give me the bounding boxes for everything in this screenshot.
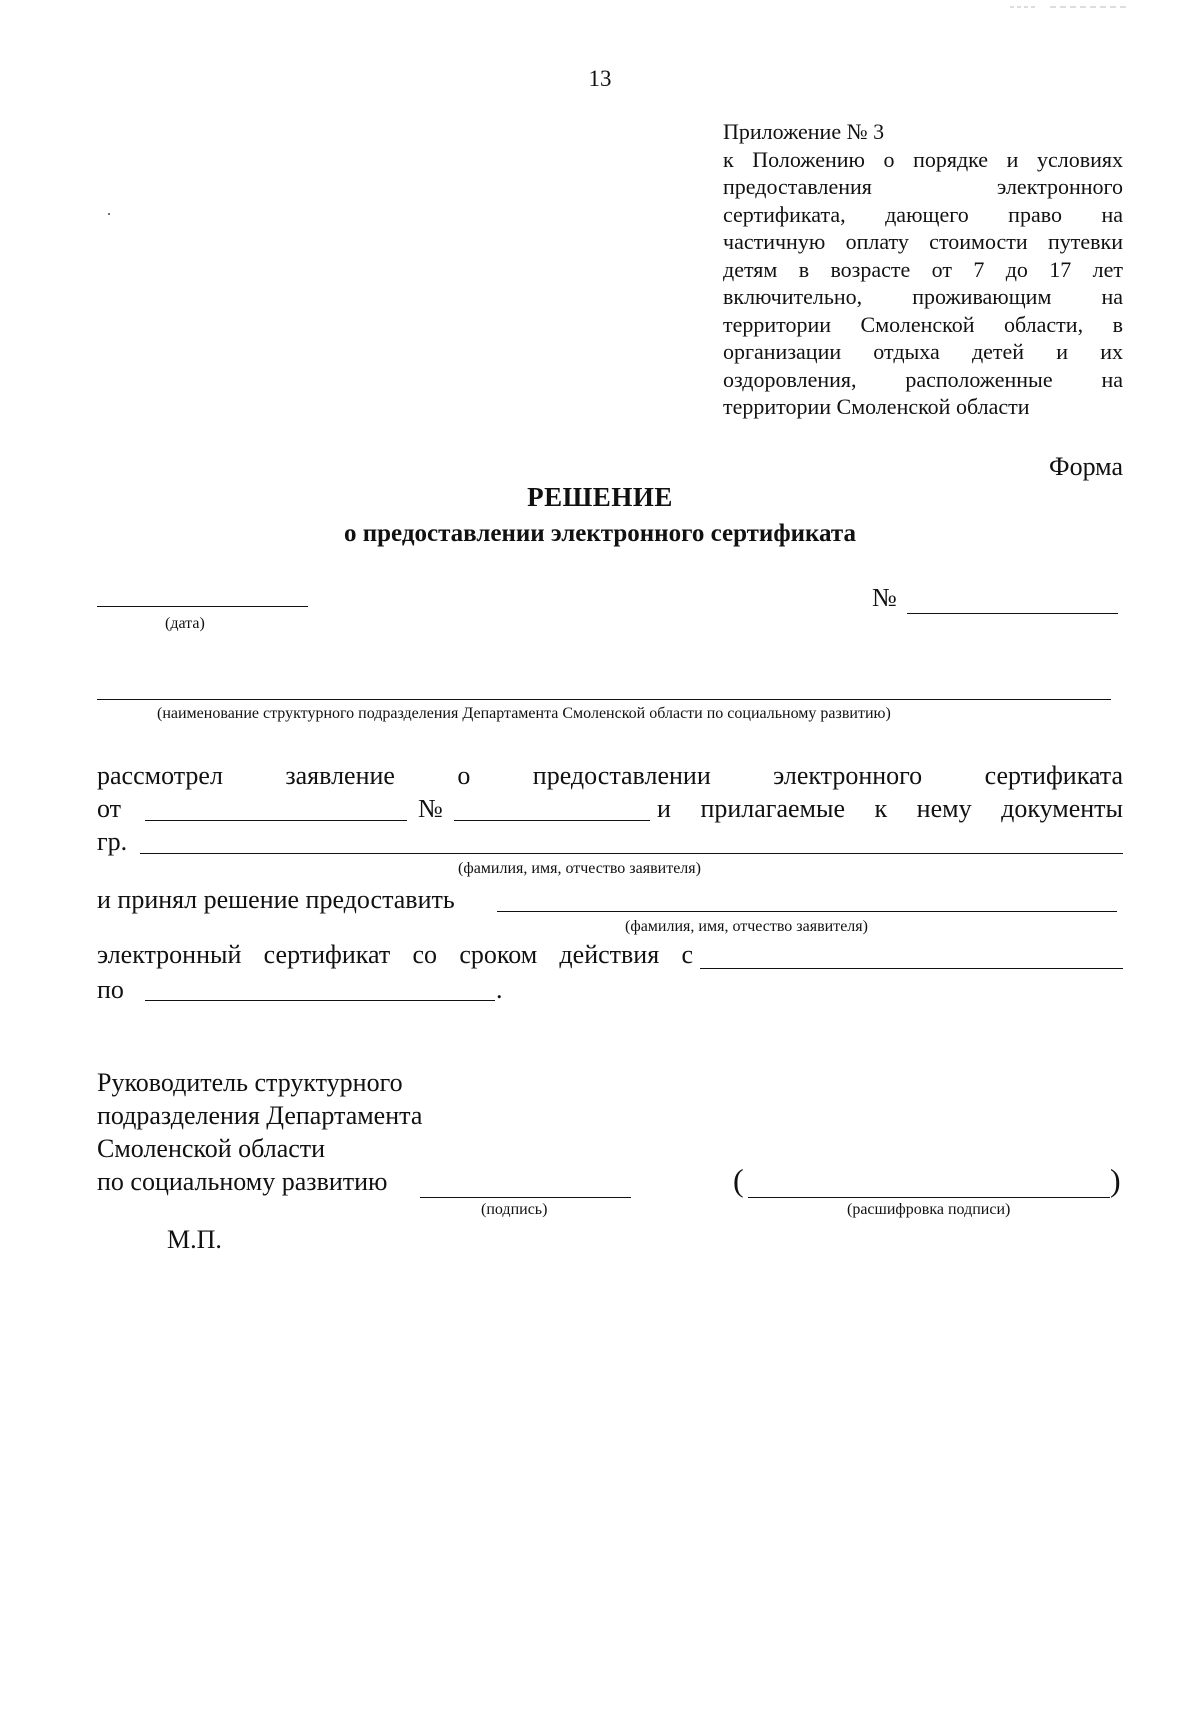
date-field[interactable] [97,606,308,607]
signatory-line: подразделения Департамента [97,1101,423,1130]
validity-end-field[interactable] [145,1000,495,1001]
body-word: электронного [773,761,923,790]
recipient-name-field[interactable] [497,911,1117,912]
number-sign: № [872,583,897,612]
stamp-place: М.П. [167,1225,222,1254]
signatory-block [97,1066,422,1198]
signatory-line: Смоленской области [97,1134,326,1163]
signatory-line: по социальному развитию [97,1167,388,1196]
decoding-paren-open: ( [733,1162,744,1198]
appendix-line: предоставления электронного [723,174,1123,199]
until-label: по [97,975,124,1004]
decoding-paren-close: ) [1110,1162,1121,1198]
appendix-line: территории Смоленской области [723,394,1030,419]
form-label: Форма [1049,452,1123,481]
application-number-field[interactable] [454,820,650,821]
document-title: РЕШЕНИЕ [527,482,673,512]
application-date-field[interactable] [145,820,407,821]
body-word: о [457,761,471,790]
appendix-line: оздоровления, расположенные на [723,366,1123,392]
decoding-caption: (расшифровка подписи) [847,1201,1011,1218]
signatory-line: Руководитель структурного [97,1068,403,1097]
body-word: предоставлении [532,761,711,790]
scan-dot [108,213,110,215]
scan-mark-icon [1010,5,1130,13]
citizen-label: гр. [97,827,128,856]
signature-field[interactable] [420,1197,631,1198]
body-word: рассмотрел [97,761,223,790]
body-line-1 [97,761,1123,791]
appendix-block [723,118,1123,421]
signature-caption: (подпись) [481,1201,548,1218]
validity-start-field[interactable] [700,968,1123,969]
appendix-line: Приложение № 3 [723,119,885,144]
recipient-name-caption: (фамилия, имя, отчество заявителя) [625,918,868,935]
appendix-line: детям в возрасте от 7 до 17 лет [723,256,1123,282]
body-word: сертификата [984,761,1124,790]
number-field[interactable] [907,613,1118,614]
body-word: заявление [285,761,395,790]
applicant-name-field[interactable] [140,853,1123,854]
appendix-line: организации отдыха детей и их [723,339,1123,364]
attached-docs-text: и прилагаемые к нему документы [657,794,1123,823]
scan-mark [1010,0,1130,8]
application-number-sign: № [418,794,443,823]
from-label: от [97,794,122,823]
document-subtitle: о предоставлении электронного сертификата [344,520,856,547]
department-field[interactable] [97,699,1111,700]
end-period: . [496,975,503,1004]
applicant-name-caption: (фамилия, имя, отчество заявителя) [458,860,701,877]
decision-text: и принял решение предоставить [97,885,455,914]
appendix-line: включительно, проживающим на [723,284,1123,309]
appendix-line: сертификата, дающего право на [723,201,1123,227]
date-caption: (дата) [165,615,205,632]
validity-text: электронный сертификат со сроком действия с [97,940,693,969]
appendix-line: территории Смоленской области, в [723,311,1123,337]
appendix-line: частичную оплату стоимости путевки [723,229,1123,254]
appendix-line: к Положению о порядке и условиях [723,146,1123,172]
department-caption: (наименование структурного подразделения Департамента Смоленской области по социальному развитию) [157,705,891,722]
signature-decoding-field[interactable] [748,1197,1110,1198]
page-number: 13 [588,66,612,91]
